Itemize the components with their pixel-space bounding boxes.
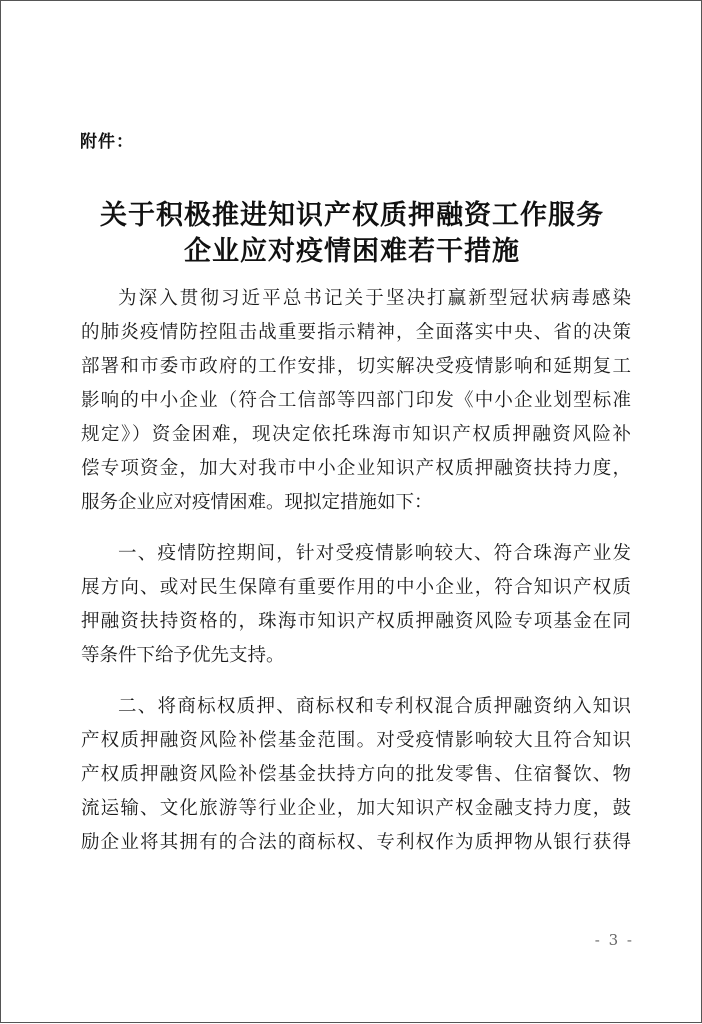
body-line: 偿专项资金，加大对我市中小企业知识产权质押融资扶持力度， — [81, 458, 631, 479]
page-number: - 3 - — [594, 931, 634, 949]
body-line: 展方向、或对民生保障有重要作用的中小企业，符合知识产权质 — [81, 577, 631, 598]
document-body — [1, 1, 702, 1024]
body-line: 服务企业应对疫情困难。现拟定措施如下： — [81, 492, 433, 513]
body-line: 等条件下给予优先支持。 — [81, 645, 285, 666]
body-line: 影响的中小企业（符合工信部等四部门印发《中小企业划型标准 — [81, 390, 631, 411]
body-line: 押融资扶持资格的，珠海市知识产权质押融资风险专项基金在同 — [81, 611, 631, 632]
body-line: 部署和市委市政府的工作安排，切实解决受疫情影响和延期复工 — [81, 356, 631, 377]
body-line: 产权质押融资风险补偿基金范围。对受疫情影响较大且符合知识 — [81, 730, 631, 751]
body-line: 的肺炎疫情防控阻击战重要指示精神，全面落实中央、省的决策 — [81, 322, 631, 343]
body-line: 规定》）资金困难，现决定依托珠海市知识产权质押融资风险补 — [81, 424, 631, 445]
body-line: 产权质押融资风险补偿基金扶持方向的批发零售、住宿餐饮、物 — [81, 764, 631, 785]
body-line: 一、疫情防控期间，针对受疫情影响较大、符合珠海产业发 — [118, 543, 631, 564]
body-line: 二、将商标权质押、商标权和专利权混合质押融资纳入知识 — [118, 696, 631, 717]
document-title-line-1: 关于积极推进知识产权质押融资工作服务 — [100, 200, 604, 231]
attachment-label: 附件： — [80, 132, 134, 152]
body-line: 流运输、文化旅游等行业企业，加大知识产权金融支持力度，鼓 — [81, 798, 631, 819]
body-line: 励企业将其拥有的合法的商标权、专利权作为质押物从银行获得 — [81, 832, 631, 853]
body-line: 为深入贯彻习近平总书记关于坚决打赢新型冠状病毒感染 — [118, 288, 631, 309]
document-title-line-2: 企业应对疫情困难若干措施 — [184, 236, 520, 267]
